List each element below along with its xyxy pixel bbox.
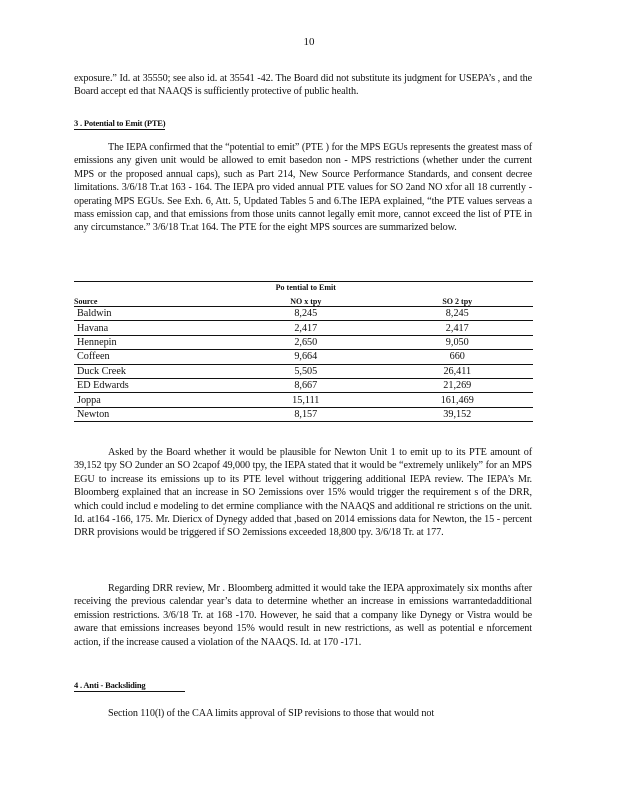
source-cell: Coffeen — [74, 350, 230, 364]
table-header-source: Source — [74, 292, 230, 307]
table-row — [74, 393, 533, 407]
pte-table-body — [74, 307, 533, 422]
section-heading-anti-backsliding-text: 4 . Anti - Backsliding — [74, 680, 185, 692]
table-row — [74, 321, 533, 335]
nox-value-cell: 9,664 — [230, 350, 381, 364]
so2-value-cell: 660 — [382, 350, 533, 364]
source-cell: Duck Creek — [74, 364, 230, 378]
section-heading-pte-text: 3 . Potential to Emit (PTE) — [74, 118, 166, 128]
nox-value-cell: 5,505 — [230, 364, 381, 378]
paragraph-section-110: Section 110(l) of the CAA limits approval of SIP revisions to those that would not — [108, 708, 435, 719]
nox-value-cell: 15,111 — [230, 393, 381, 407]
so2-value-cell: 9,050 — [382, 335, 533, 349]
table-row — [74, 407, 533, 421]
source-cell: Newton — [74, 407, 230, 421]
so2-value-cell: 39,152 — [382, 407, 533, 421]
source-cell: Havana — [74, 321, 230, 335]
table-row — [74, 378, 533, 392]
source-cell: ED Edwards — [74, 378, 230, 392]
table-header-so2: SO 2 tpy — [382, 292, 533, 307]
nox-value-cell: 8,245 — [230, 307, 381, 321]
nox-value-cell: 2,650 — [230, 335, 381, 349]
table-row — [74, 307, 533, 321]
so2-value-cell: 8,245 — [382, 307, 533, 321]
source-cell: Hennepin — [74, 335, 230, 349]
nox-value-cell: 8,157 — [230, 407, 381, 421]
nox-value-cell: 2,417 — [230, 321, 381, 335]
so2-value-cell: 21,269 — [382, 378, 533, 392]
paragraph-exposure: exposure.” Id. at 35550; see also id. at 35541 -42. The Board did not substitute its judgment for USEPA’s , and the Board accept ed that NAAQS is sufficiently protective of public health. — [74, 73, 532, 98]
table-header-potential-to-emit: Po tential to Emit — [230, 282, 381, 293]
page-number: 10 — [303, 36, 315, 48]
nox-value-cell: 8,667 — [230, 378, 381, 392]
table-row — [74, 364, 533, 378]
table-header-nox: NO x tpy — [230, 292, 381, 307]
so2-value-cell: 2,417 — [382, 321, 533, 335]
so2-value-cell: 26,411 — [382, 364, 533, 378]
table-row — [74, 335, 533, 349]
so2-value-cell: 161,469 — [382, 393, 533, 407]
table-row — [74, 350, 533, 364]
paragraph-drr-review: Regarding DRR review, Mr . Bloomberg admitted it would take the IEPA approximately six months after receiving the previous calendar year’s data to determine whether an increase in emissions warrantedadditional emission restrictions. 3/6/18 Tr. at 168 -170. However, he said that a company like Dynegy or Vistra would be aware that emissions increases beyond 15% would result in new restrictions, as well as potential e nforcement action, if the increase caused a violation of the NAAQS. Id. at 170 -171. — [74, 583, 532, 648]
section-heading-anti-backsliding — [74, 680, 185, 692]
pte-table — [74, 281, 533, 422]
source-cell: Baldwin — [74, 307, 230, 321]
paragraph-pte-intro: The IEPA confirmed that the “potential to emit” (PTE ) for the MPS EGUs represents the greatest mass of emissions any given unit would be allowed to emit basedon non - MPS restrictions (whether under the current MPS or the proposed annual caps), such as Part 214, New Source Performance Standards, and consent decree limitations. 3/6/18 Tr.at 163 - 164. The IEPA pro vided annual PTE values for SO 2and NO xfor all 18 currently - operating MPS EGUs. See Exh. 6, Att. 5, Updated Tables 5 and 6.The IEPA explained, “the PTE values serveas a mass emission cap, and that emissions from those units cannot legally emit more, cannot exceed the list of PTE in any circumstance.” 3/6/18 Tr.at 164. The PTE for the eight MPS sources are summarized below. — [74, 142, 532, 234]
paragraph-newton: Asked by the Board whether it would be plausible for Newton Unit 1 to emit up to its PTE amount of 39,152 tpy SO 2under an SO 2capof 49,000 tpy, the IEPA stated that it would be “extremely unlikely” for an MPS EGU to increase its emissions up to its PTE level without triggering additional IEPA review. The IEPA’s Mr. Bloomberg explained that an increase in SO 2emissions over 15% would trigger the requirement s of the DRR, which could includ e modeling to det ermine compliance with the NAAQS and additional re strictions on the unit. Id. at164 -166, 175. Mr. Diericx of Dynegy added that ,based on 2014 emissions data for Newton, the 15 - percent DRR provisions would be triggered if SO 2emissions exceeded 18,800 tpy. 3/6/18 Tr. at 177. — [74, 447, 532, 539]
source-cell: Joppa — [74, 393, 230, 407]
section-heading-pte — [74, 118, 165, 130]
